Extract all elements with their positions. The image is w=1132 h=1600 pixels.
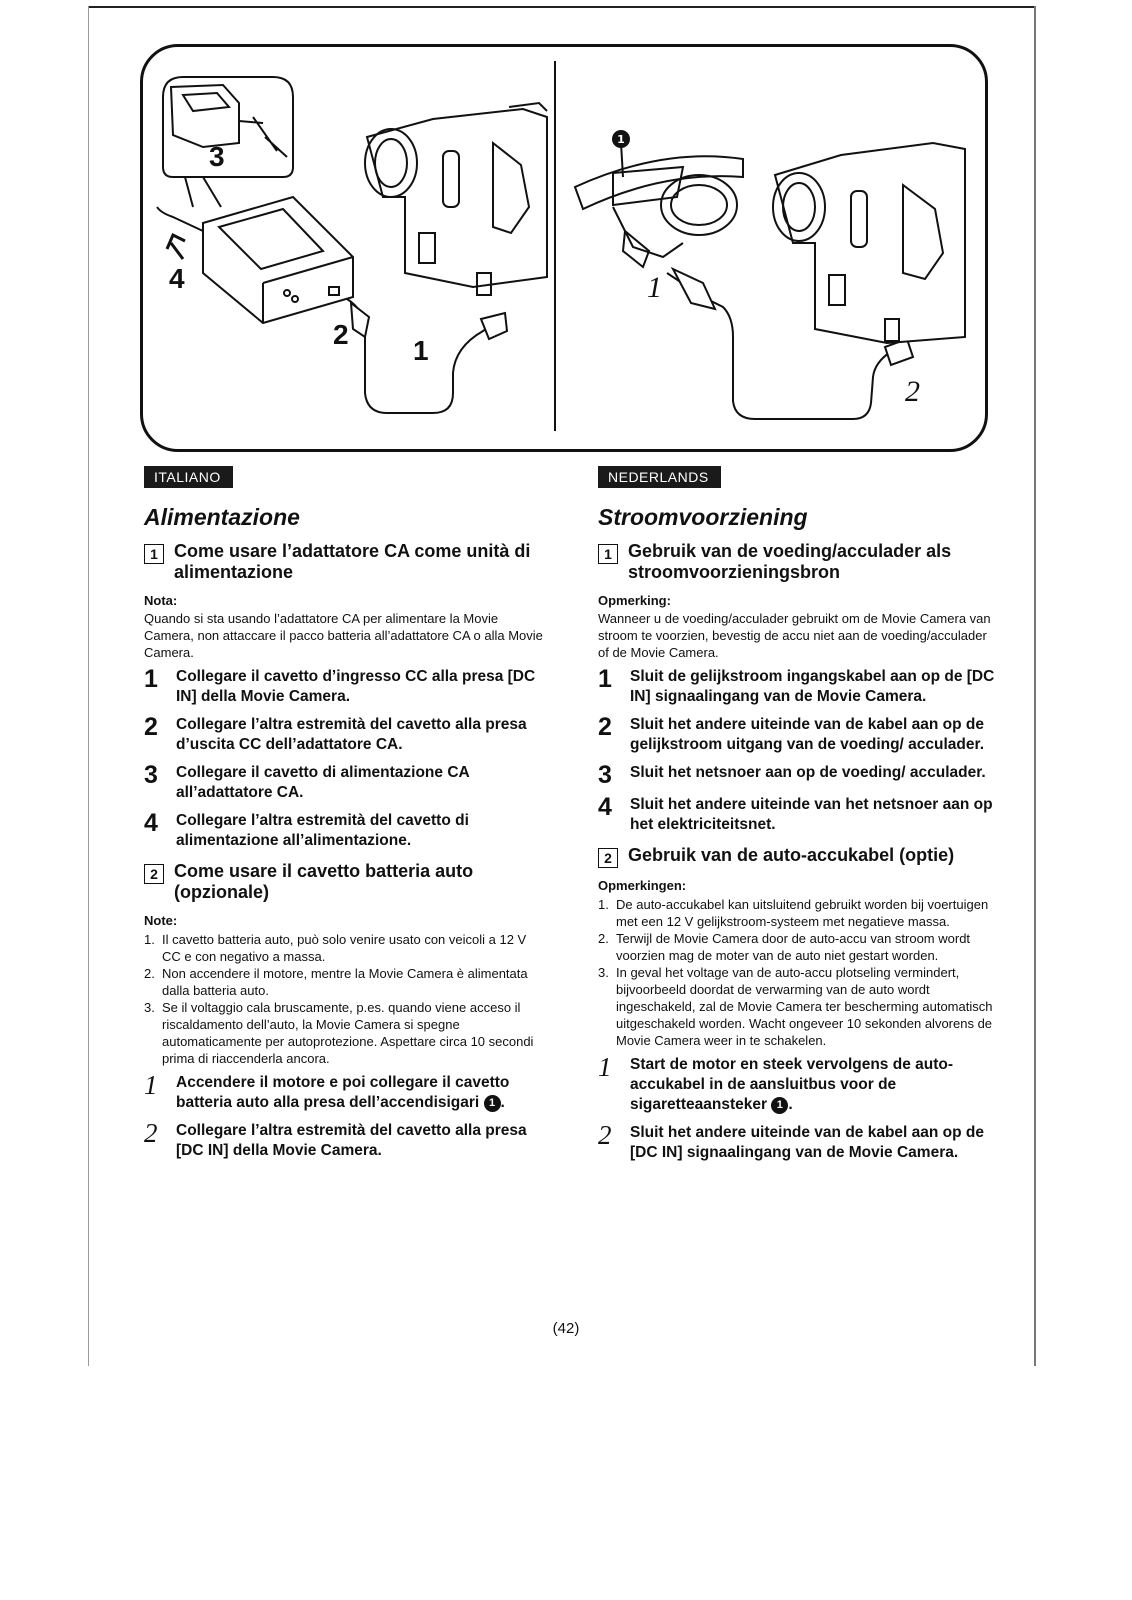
step-text: Sluit het netsnoer aan op de voeding/ acculader. <box>630 764 986 781</box>
marker-1-label: 1 <box>617 133 625 146</box>
step-text <box>176 1073 544 1113</box>
illus-label-4: 4 <box>169 263 185 294</box>
step-item <box>144 715 544 755</box>
step-number: 4 <box>144 809 158 837</box>
step-text-tail: . <box>500 1094 505 1111</box>
note-item <box>598 964 998 1049</box>
step-number: 1 <box>144 1070 158 1100</box>
step-item <box>598 715 998 755</box>
step-text-body: Start de motor en steek vervolgens de auto-accukabel in de aansluitbus voor de sigaretteaansteker <box>630 1056 954 1113</box>
subsection-number: 1 <box>144 544 164 564</box>
step-item <box>144 1118 544 1161</box>
subsection-number: 2 <box>144 864 164 884</box>
step-number: 2 <box>144 1118 158 1148</box>
section-title: Alimentazione <box>144 504 300 530</box>
section-title: Stroomvoorziening <box>598 504 808 530</box>
step-number: 4 <box>598 793 612 821</box>
note-item <box>144 931 544 965</box>
illus-label-2: 2 <box>333 319 349 350</box>
step-text: Collegare l’altra estremità del cavetto alla presa [DC IN] della Movie Camera. <box>176 1122 527 1159</box>
step-item <box>598 667 998 707</box>
note-item <box>144 999 544 1067</box>
subsection-title: Come usare l’adattatore CA come unità di alimentazione <box>174 541 531 582</box>
note-number: 1. <box>598 897 609 912</box>
notes-list <box>144 931 544 1067</box>
note-item-text: De auto-accukabel kan uitsluitend gebruikt worden bij voertuigen met een 12 V gelijkstroom-systeem met negatieve massa. <box>616 897 989 929</box>
illustration-drawing <box>143 47 985 449</box>
subsection-title: Gebruik van de voeding/acculader als stroomvoorzieningsbron <box>628 541 952 582</box>
note-text: Wanneer u de voeding/acculader gebruikt om de Movie Camera van stroom te voorzien, bevestig de accu niet aan de voeding/acculader of de Movie Camera. <box>598 611 991 660</box>
step-number: 2 <box>598 713 612 741</box>
subsection-number: 1 <box>598 544 618 564</box>
marker-1-icon: 1 <box>771 1097 788 1114</box>
step-text: Collegare l’altra estremità del cavetto alla presa d’uscita CC dell’adattatore CA. <box>176 716 527 753</box>
step-number: 3 <box>598 761 612 789</box>
step-text: Collegare il cavetto di alimentazione CA all’adattatore CA. <box>176 764 470 801</box>
illus-label-1: 1 <box>413 335 429 366</box>
step-item <box>598 795 998 835</box>
italian-column <box>144 466 544 1169</box>
step-item <box>598 1052 998 1115</box>
notes-label: Note: <box>144 913 178 928</box>
step-number: 1 <box>598 665 612 693</box>
marker-1-icon: 1 <box>484 1095 501 1112</box>
illus-label-right-2: 2 <box>905 375 920 408</box>
step-text: Collegare il cavetto d’ingresso CC alla presa [DC IN] della Movie Camera. <box>176 668 536 705</box>
note-label: Nota: <box>144 593 178 608</box>
note-number: 3. <box>598 965 609 980</box>
step-text-body: Accendere il motore e poi collegare il cavetto batteria auto alla presa dell’accendisigari <box>176 1074 510 1111</box>
illustration-panel <box>140 44 988 452</box>
note-label: Opmerking: <box>598 593 671 608</box>
step-item <box>598 763 998 787</box>
subsection-heading <box>598 845 998 868</box>
note-item <box>598 930 998 964</box>
notes-label: Opmerkingen: <box>598 878 687 893</box>
note-item-text: Se il voltaggio cala bruscamente, p.es. quando viene acceso il riscaldamento dell’auto, la Movie Camera si spegne automaticamente per autoprotezione. Aspettare circa 10 secondi prima di riaccenderla ancora. <box>162 1000 534 1066</box>
page-number: (42) <box>552 1320 580 1337</box>
step-text: Sluit het andere uiteinde van de kabel aan op de [DC IN] signaalingang van de Movie Camera. <box>630 1124 985 1161</box>
step-number: 2 <box>144 713 158 741</box>
note-number: 3. <box>144 1000 155 1015</box>
step-number: 1 <box>144 665 158 693</box>
step-item <box>598 1120 998 1163</box>
note-item-text: In geval het voltage van de auto-accu plotseling vermindert, bijvoorbeeld doordat de verwarming van de auto wordt ingeschakeld, zal de Movie Camera ter bescherming automatisch uitgeschakeld worden. Wacht ongeveer 10 sekonden alvorens de Movie Camera weer in te schakelen. <box>616 965 993 1048</box>
page-left-border <box>88 6 89 1366</box>
step-text-tail: . <box>788 1096 793 1113</box>
note-item-text: Il cavetto batteria auto, può solo venire usato con veicoli a 12 V CC e con negativo a massa. <box>162 932 527 964</box>
subsection-heading <box>144 541 544 583</box>
note-item-text: Terwijl de Movie Camera door de auto-accu van stroom wordt voorzien mag de moter van de auto niet gestart worden. <box>616 931 971 963</box>
note-text: Quando si sta usando l’adattatore CA per alimentare la Movie Camera, non attaccare il pacco batteria all’adattatore CA o alla Movie Camera. <box>144 611 543 660</box>
subsection-heading <box>144 861 544 903</box>
language-badge: ITALIANO <box>144 466 233 488</box>
step-number: 1 <box>598 1052 612 1082</box>
step-text: Sluit de gelijkstroom ingangskabel aan op de [DC IN] signaalingang van de Movie Camera. <box>630 668 995 705</box>
note-number: 2. <box>598 931 609 946</box>
subsection-title: Come usare il cavetto batteria auto (opzionale) <box>174 861 474 902</box>
step-item <box>144 667 544 707</box>
page-right-border <box>1034 6 1036 1366</box>
note-item <box>144 965 544 999</box>
step-text: Collegare l’altra estremità del cavetto di alimentazione all’alimentazione. <box>176 812 469 849</box>
step-number: 2 <box>598 1120 612 1150</box>
note-number: 2. <box>144 966 155 981</box>
note-number: 1. <box>144 932 155 947</box>
step-text: Sluit het andere uiteinde van de kabel aan op de gelijkstroom uitgang van de voeding/ acculader. <box>630 716 985 753</box>
subsection-heading <box>598 541 998 583</box>
dutch-column <box>598 466 998 1171</box>
step-item <box>144 1070 544 1113</box>
note-item <box>598 896 998 930</box>
step-item <box>144 763 544 803</box>
step-number: 3 <box>144 761 158 789</box>
step-text <box>630 1055 998 1115</box>
illus-label-right-1: 1 <box>647 271 662 304</box>
note-item-text: Non accendere il motore, mentre la Movie Camera è alimentata dalla batteria auto. <box>162 966 528 998</box>
subsection-title: Gebruik van de auto-accukabel (optie) <box>628 845 955 865</box>
illus-label-3: 3 <box>209 141 225 172</box>
subsection-number: 2 <box>598 848 618 868</box>
step-text: Sluit het andere uiteinde van het netsnoer aan op het elektriciteitsnet. <box>630 796 993 833</box>
language-badge: NEDERLANDS <box>598 466 721 488</box>
page-top-border <box>88 6 1036 8</box>
notes-list <box>598 896 998 1049</box>
step-item <box>144 811 544 851</box>
